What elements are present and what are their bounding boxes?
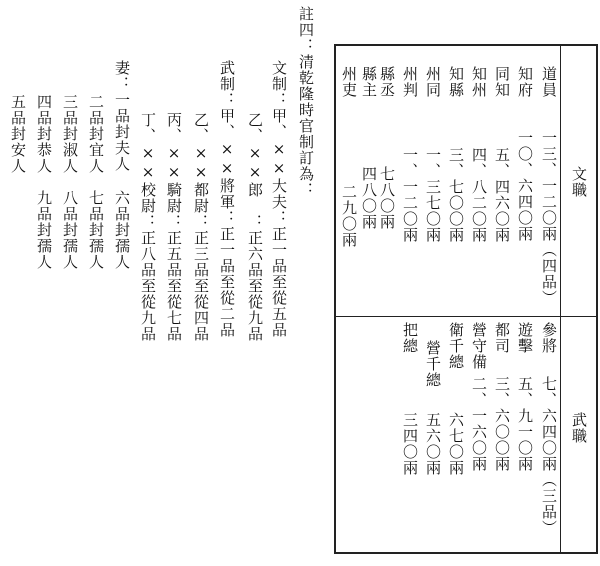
note-wife-2b: 七品封孺人 bbox=[87, 190, 105, 270]
note-wife-5a: 五品封安人 bbox=[9, 94, 27, 174]
military-row-amount: 三四〇兩 bbox=[401, 412, 419, 476]
civil-row-amount: 二九〇兩 bbox=[340, 184, 358, 248]
civil-row-title: 縣丞 bbox=[378, 66, 396, 98]
military-row-amount: 二、一六〇兩 bbox=[470, 376, 488, 472]
note-wife-1b: 六品封孺人 bbox=[113, 190, 131, 270]
note-military-c: 丙、××騎尉：正五品至從七品 bbox=[165, 112, 183, 342]
military-row-title: 遊擊 bbox=[516, 322, 534, 354]
civil-row-amount: 一、一二〇兩 bbox=[401, 147, 419, 243]
note-wife-1a: 妻：一品封夫人 bbox=[113, 60, 131, 172]
military-row-amount: 五、九一〇兩 bbox=[516, 376, 534, 472]
note-wife-4b: 九品封孺人 bbox=[35, 190, 53, 270]
military-row-amount: 六七〇兩 bbox=[447, 412, 465, 476]
military-row-title: 把總 bbox=[401, 322, 419, 354]
civil-row-title: 州同 bbox=[424, 66, 442, 98]
military-row-amount: 三、六〇〇兩 bbox=[493, 376, 511, 472]
military-row-title: 衛千總 bbox=[447, 322, 465, 370]
civil-row-title: 州判 bbox=[401, 66, 419, 98]
civil-row-amount: 四、八二〇兩 bbox=[470, 147, 488, 243]
military-row-title: 都司 bbox=[493, 322, 511, 354]
civil-row-title: 知州 bbox=[470, 66, 488, 98]
military-row-title: 營千總 bbox=[424, 340, 442, 388]
civil-row-amount: 七八〇兩 bbox=[378, 166, 396, 230]
note-civil-b: 乙、××郎 ：正六品至從九品 bbox=[246, 112, 264, 342]
note-military-a: 武制：甲、××將軍：正一品至從二品 bbox=[218, 60, 236, 338]
note-header: 註四：清乾隆時官制訂為： bbox=[297, 6, 315, 198]
civil-row-amount: 一、三七〇兩 bbox=[424, 147, 442, 243]
civil-row-title: 知縣 bbox=[447, 66, 465, 98]
table-divider-horizontal bbox=[334, 316, 598, 317]
note-military-b: 乙、××都尉：正三品至從四品 bbox=[192, 112, 210, 342]
note-civil-a: 文制：甲、××大夫：正一品至從五品 bbox=[270, 60, 288, 338]
table-divider-vertical bbox=[560, 44, 561, 554]
note-wife-3a: 三品封淑人 bbox=[61, 94, 79, 174]
military-row-title: 參將 bbox=[540, 322, 558, 354]
civil-row-amount: 一三、一二〇兩（四品） bbox=[540, 130, 558, 306]
note-military-d: 丁、××校尉：正八品至從九品 bbox=[139, 112, 157, 342]
military-row-amount: 七、六四〇兩（三品） bbox=[540, 376, 558, 536]
note-wife-4a: 四品封恭人 bbox=[35, 94, 53, 174]
civil-row-title: 州吏 bbox=[340, 66, 358, 98]
civil-row-amount: 五、四六〇兩 bbox=[493, 147, 511, 243]
note-wife-2a: 二品封宜人 bbox=[87, 94, 105, 174]
civil-row-title: 縣主 bbox=[360, 66, 378, 98]
civil-row-amount: 四八〇兩 bbox=[360, 166, 378, 230]
civil-row-title: 同知 bbox=[493, 66, 511, 98]
civil-row-title: 道員 bbox=[540, 66, 558, 98]
salary-table bbox=[334, 44, 598, 554]
civil-row-amount: 三、七〇〇兩 bbox=[447, 147, 465, 243]
military-row-amount: 五六〇兩 bbox=[424, 412, 442, 476]
military-header: 武職 bbox=[570, 412, 588, 444]
note-wife-3b: 八品封孺人 bbox=[61, 190, 79, 270]
civil-header: 文職 bbox=[570, 166, 588, 198]
military-row-title: 營守備 bbox=[470, 322, 488, 370]
civil-row-title: 知府 bbox=[516, 66, 534, 98]
civil-row-amount: 一〇、六四〇兩 bbox=[516, 130, 534, 242]
